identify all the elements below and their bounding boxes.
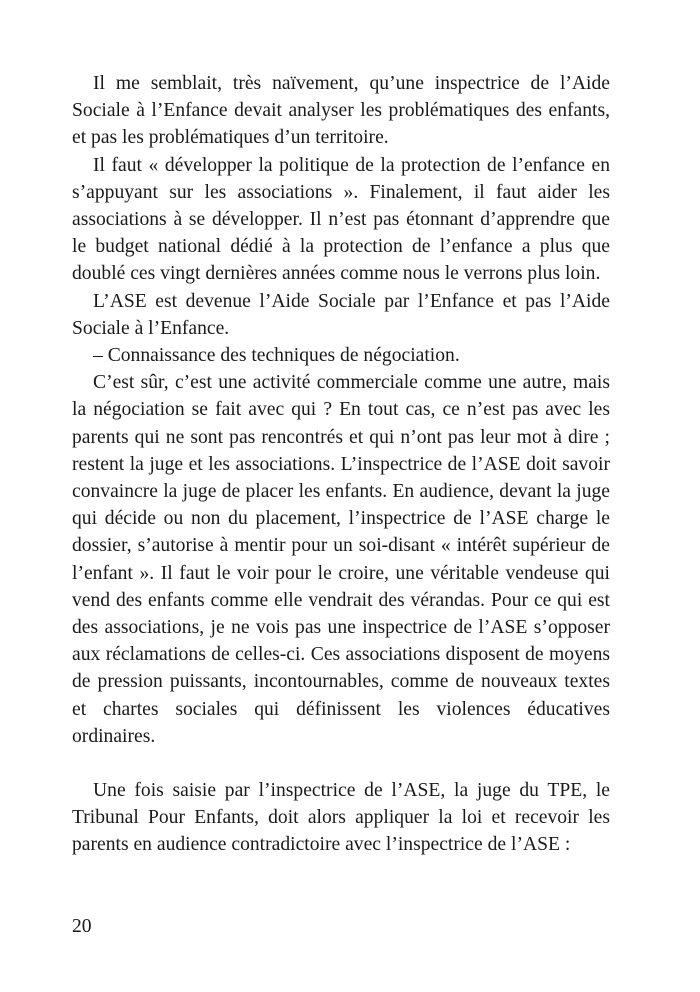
paragraph-4: – Connaissance des techniques de négociation. <box>93 345 460 367</box>
paragraph-1: Il me semblait, très naïvement, qu’une inspectrice de l’Aide Sociale à l’Enfance devait analyser les problématiques des enfants, et pas les problématiques d’un territoire. <box>72 73 610 149</box>
page-body <box>72 70 610 859</box>
paragraph-5: C’est sûr, c’est une activité commerciale comme une autre, mais la négociation se fait avec qui ? En tout cas, ce n’est pas avec les parents qui ne sont pas rencontrés et qui n’ont pas leur mot à dire ; restent la juge et les associations. L’inspectrice de l’ASE doit savoir convaincre la juge de placer les enfants. En audience, devant la juge qui décide ou non du placement, l’inspectrice de l’ASE charge le dossier, s’autorise à mentir pour un soi-disant « intérêt supérieur de l’enfant ». Il faut le voir pour le croire, une véritable vendeuse qui vend des enfants comme elle vendrait des vérandas. Pour ce qui est des associations, je ne vois pas une inspectrice de l’ASE s’opposer aux réclamations de celles-ci. Ces associations disposent de moyens de pression puissants, incontournables, comme de nouveaux textes et chartes sociales qui définissent les violences éducatives ordinaires. <box>72 372 610 747</box>
paragraph-2: Il faut « développer la politique de la protection de l’enfance en s’appuyant sur les associations ». Finalement, il faut aider les associations à se développer. Il n’est pas étonnant d’apprendre que le budget national dédié à la protection de l’enfance a plus que doublé ces vingt dernières années comme nous le verrons plus loin. <box>72 154 610 285</box>
page-number: 20 <box>72 916 92 937</box>
paragraph-6: Une fois saisie par l’inspectrice de l’ASE, la juge du TPE, le Tribunal Pour Enfants, doit alors appliquer la loi et recevoir les parents en audience contradictoire avec l’inspectrice de l’ASE : <box>72 780 610 856</box>
paragraph-3: L’ASE est devenue l’Aide Sociale par l’Enfance et pas l’Aide Sociale à l’Enfance. <box>72 290 610 339</box>
